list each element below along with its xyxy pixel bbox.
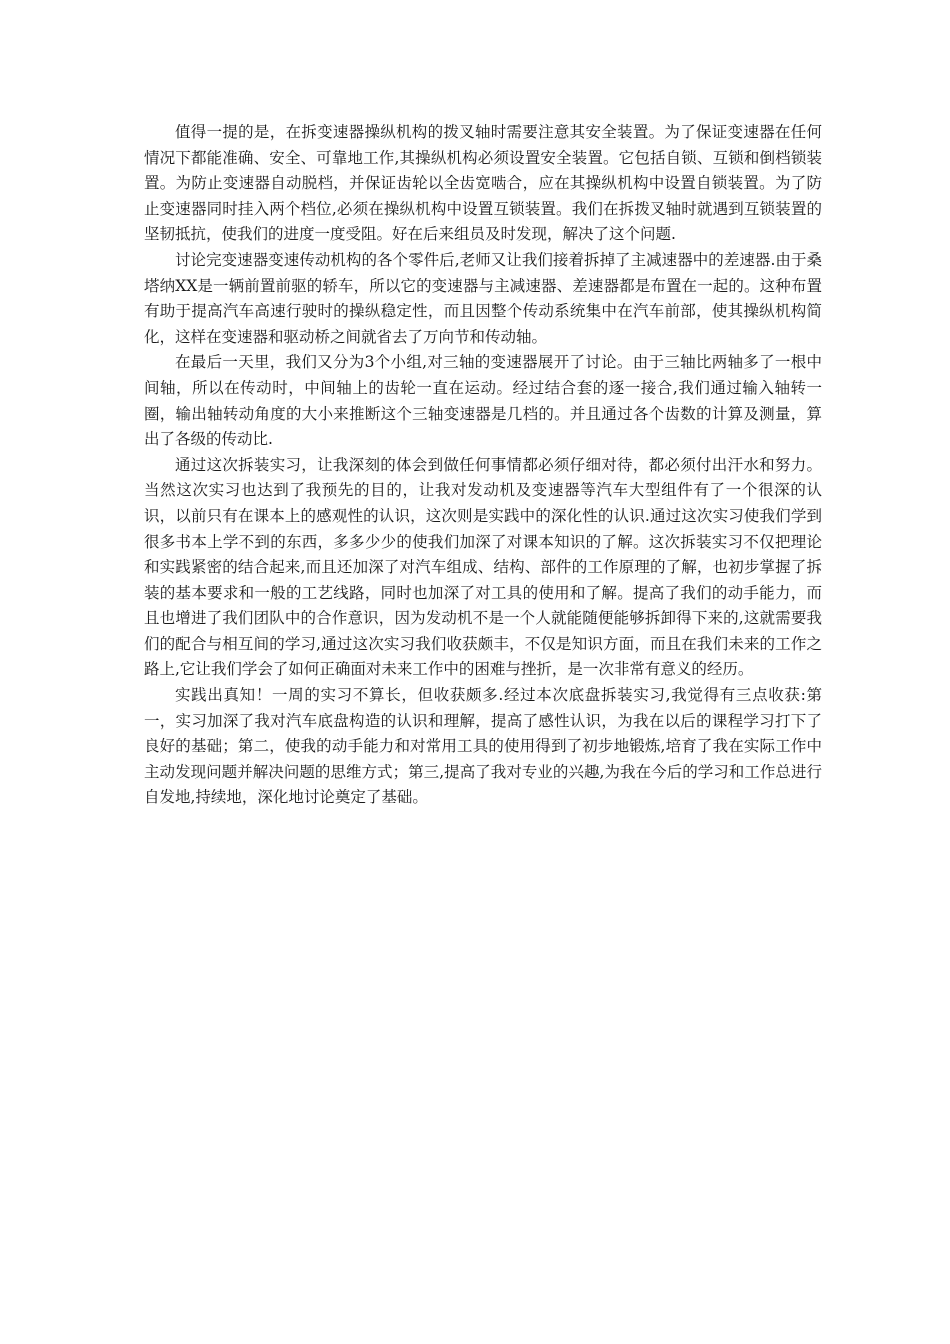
- paragraph-differential: 讨论完变速器变速传动机构的各个零件后,老师又让我们接着拆掉了主减速器中的差速器.由于桑塔纳XX是一辆前置前驱的轿车，所以它的变速器与主减速器、差速器都是布置在一起的。这种布置有助于提高汽车高速行驶时的操纵稳定性，而且因整个传动系统集中在汽车前部，使其操纵机构简化，这样在变速器和驱动桥之间就省去了万向节和传动轴。: [144, 250, 822, 346]
- paragraph-safety-devices: 值得一提的是，在拆变速器操纵机构的拨叉轴时需要注意其安全装置。为了保证变速器在任何情况下都能准确、安全、可靠地工作,其操纵机构必须设置安全装置。它包括自锁、互锁和倒档锁装置。为防止变速器自动脱档，并保证齿轮以全齿宽啮合，应在其操纵机构中设置自锁装置。为了防止变速器同时挂入两个档位,必须在操纵机构中设置互锁装置。我们在拆拨叉轴时就遇到互锁装置的坚韧抵抗，使我们的进度一度受阻。好在后来组员及时发现，解决了这个问题.: [144, 123, 822, 244]
- document-body: [144, 120, 822, 811]
- paragraph-conclusion: 实践出真知！一周的实习不算长，但收获颇多.经过本次底盘拆装实习,我觉得有三点收获:第一，实习加深了我对汽车底盘构造的认识和理解，提高了感性认识，为我在以后的课程学习打下了良好的基础；第二，使我的动手能力和对常用工具的使用得到了初步地锻炼,培育了我在实际工作中主动发现问题并解决问题的思维方式；第三,提高了我对专业的兴趣,为我在今后的学习和工作总进行自发地,持续地，深化地讨论奠定了基础。: [144, 686, 822, 807]
- paragraph-internship-reflection: 通过这次拆装实习，让我深刻的体会到做任何事情都必须仔细对待，都必须付出汗水和努力。当然这次实习也达到了我预先的目的，让我对发动机及变速器等汽车大型组件有了一个很深的认识，以前只有在课本上的感观性的认识，这次则是实践中的深化性的认识.通过这次实习使我们学到很多书本上学不到的东西，多多少少的使我们加深了对课本知识的了解。这次拆装实习不仅把理论和实践紧密的结合起来,而且还加深了对汽车组成、结构、部件的工作原理的了解，也初步掌握了拆装的基本要求和一般的工艺线路，同时也加深了对工具的使用和了解。提高了我们的动手能力，而且也增进了我们团队中的合作意识，因为发动机不是一个人就能随便能够拆卸得下来的,这就需要我们的配合与相互间的学习,通过这次实习我们收获颇丰，不仅是知识方面，而且在我们未来的工作之路上,它让我们学会了如何正确面对未来工作中的困难与挫折，是一次非常有意义的经历。: [144, 455, 822, 679]
- paragraph-three-shaft-gearbox: 在最后一天里，我们又分为3个小组,对三轴的变速器展开了讨论。由于三轴比两轴多了一根中间轴，所以在传动时，中间轴上的齿轮一直在运动。经过结合套的逐一接合,我们通过输入轴转一圈，输出轴转动角度的大小来推断这个三轴变速器是几档的。并且通过各个齿数的计算及测量，算出了各级的传动比.: [144, 353, 822, 449]
